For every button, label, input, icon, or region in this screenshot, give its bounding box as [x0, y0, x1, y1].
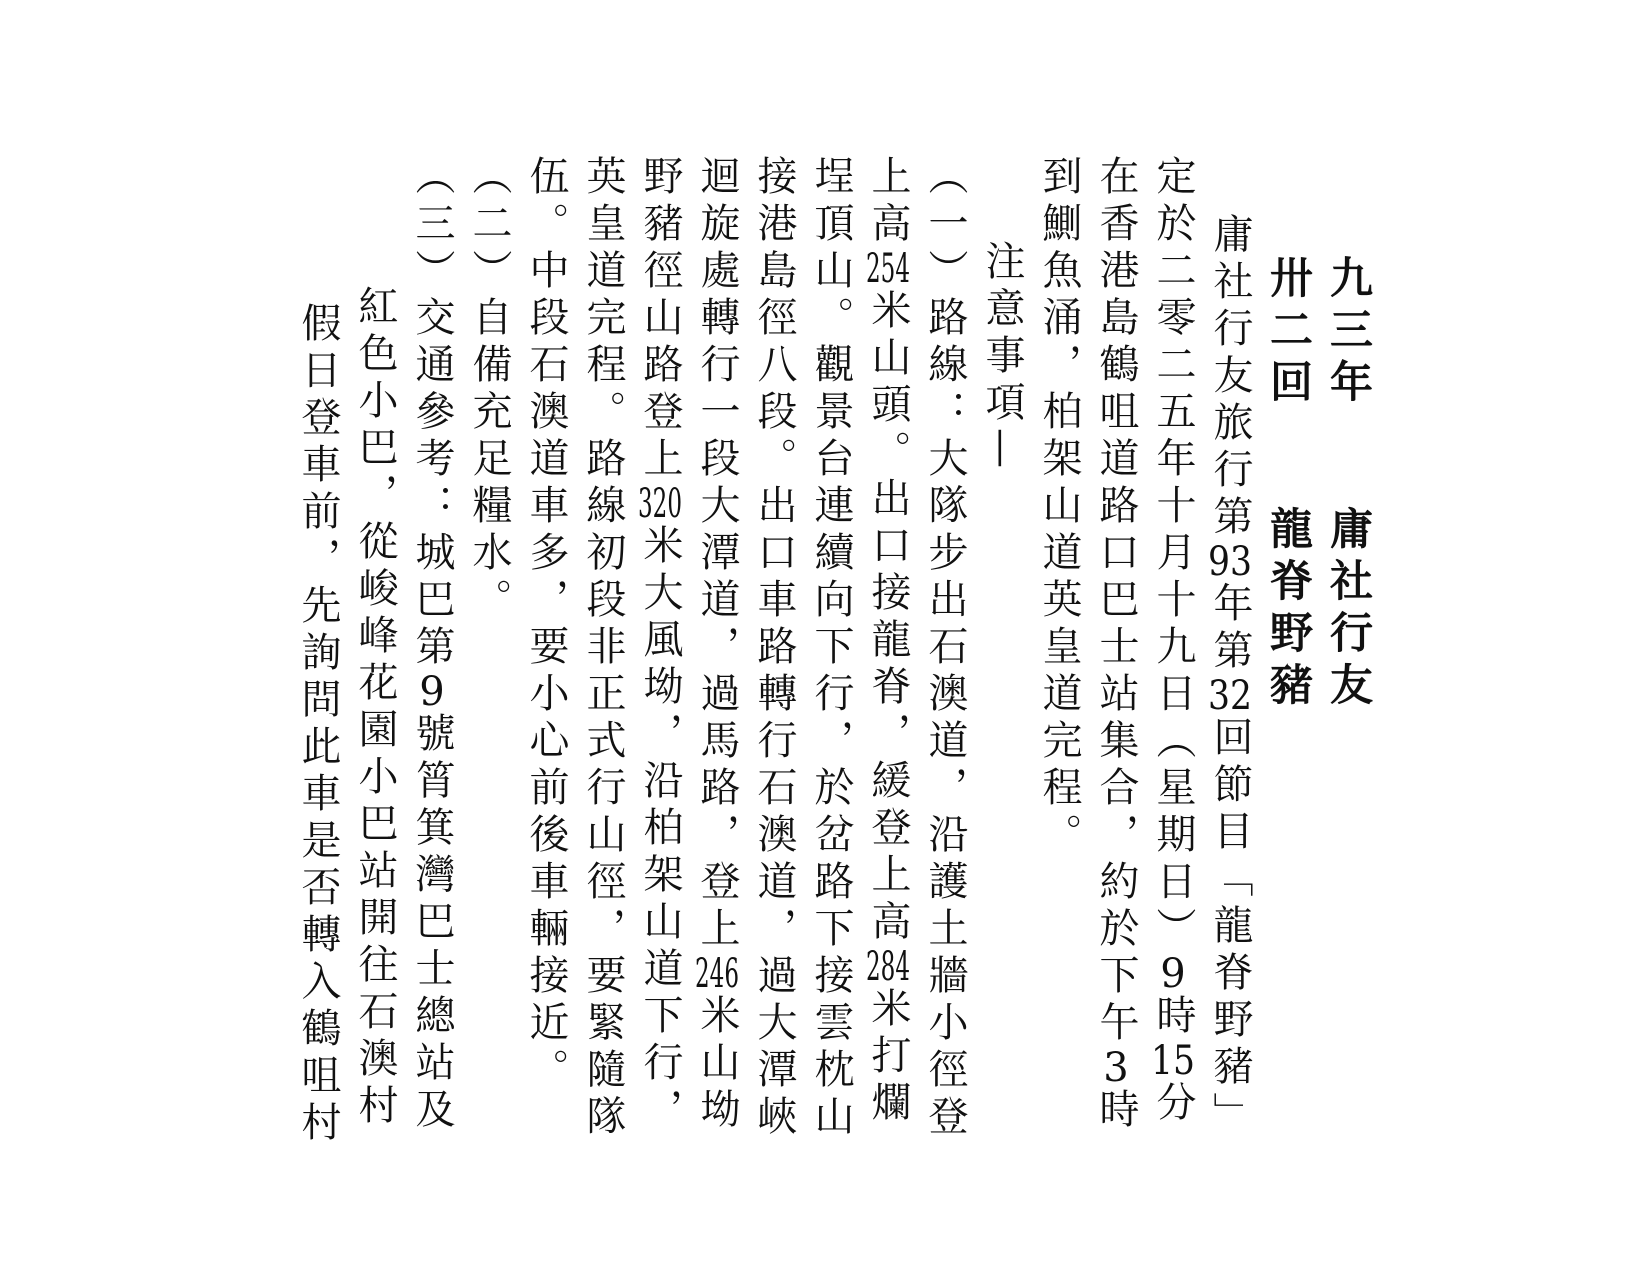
title-club: 庸社行友	[1323, 506, 1373, 714]
text-column: 伍。中段石澳道車多，要小心前後車輛接近。	[523, 155, 569, 1095]
text-column: （一）路線：大隊步出石澳道，沿護土牆小徑登	[922, 155, 968, 1142]
vertical-text-block	[289, 155, 1378, 1165]
title-round: 卅二回	[1263, 255, 1313, 411]
text-column: 紅色小巴，從峻峰花園小巴站開往石澳村	[352, 285, 398, 1131]
text-column: 英皇道完程。路線初段非正式行山徑，要緊隨隊	[580, 155, 626, 1142]
text-column: 庸社行友旅行第93年第32回節目「龍脊野豬」	[1207, 213, 1253, 1139]
title-year: 九三年	[1323, 255, 1373, 411]
title-column-round-event	[1258, 155, 1318, 1165]
text-column-notice-header: 注意事項—	[979, 240, 1025, 475]
text-column: 到鰂魚涌，柏架山道英皇道完程。	[1036, 155, 1082, 860]
text-column: 迴旋處轉行一段大潭道，過馬路，登上246米山坳	[694, 155, 740, 1135]
text-column: （二）自備充足糧水。	[466, 155, 512, 625]
text-column: 假日登車前，先詢問此車是否轉入鶴咀村	[295, 302, 341, 1148]
text-column: 定於二零二五年十月十九日（星期日）9時15分	[1150, 155, 1196, 1128]
text-column: 接港島徑八段。出口車路轉行石澳道，過大潭峽	[751, 155, 797, 1142]
title-column-year-club	[1318, 155, 1378, 1165]
text-column: （三）交通參考：城巴第9號筲箕灣巴士總站及	[409, 155, 455, 1135]
text-column: 在香港島鶴咀道路口巴士站集合，約於下午3時	[1093, 155, 1139, 1135]
title-event: 龍脊野豬	[1263, 506, 1313, 714]
text-column: 上高254米山頭。出口接龍脊，緩登上高284米打爛	[865, 155, 911, 1128]
text-column: 埕頂山。觀景台連續向下行，於岔路下接雲枕山	[808, 155, 854, 1142]
text-column: 野豬徑山路登上320米大風坳，沿柏架山道下行，	[637, 155, 683, 1135]
